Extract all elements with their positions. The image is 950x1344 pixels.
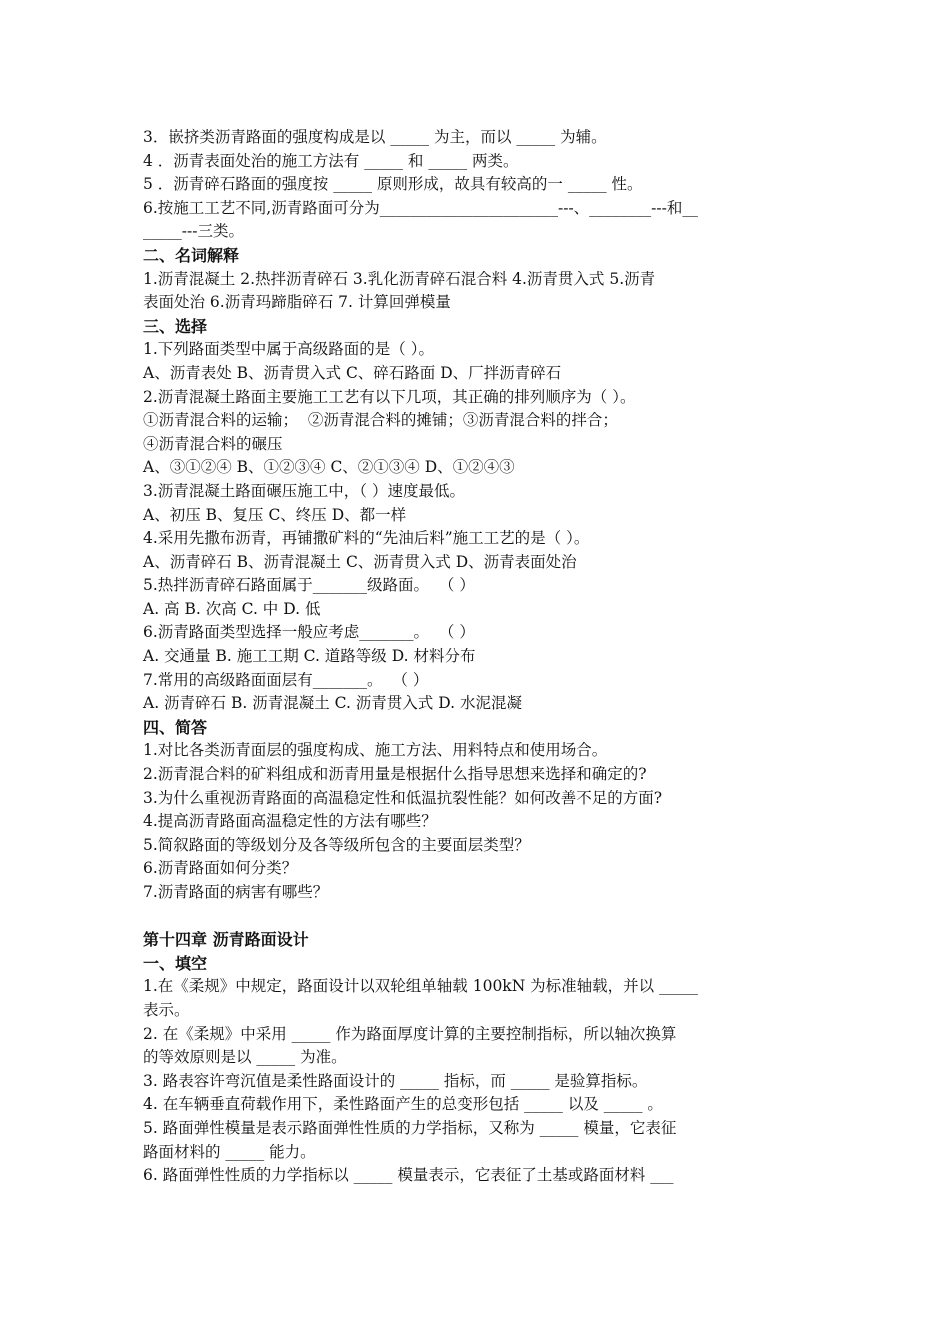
question-line: 1.对比各类沥青面层的强度构成、施工方法、用料特点和使用场合。: [143, 741, 608, 760]
blank-gap: [143, 905, 815, 929]
question-line: 3．嵌挤类沥青路面的强度构成是以 _____ 为主，而以 _____ 为辅。: [143, 128, 607, 146]
question-line: ④沥青混合料的碾压: [143, 434, 283, 453]
question-line: 4 ．沥青表面处治的施工方法有 _____ 和 _____ 两类。: [143, 151, 519, 170]
question-line: _____---三类。: [143, 222, 244, 241]
question-line: 路面材料的 _____ 能力。: [143, 1142, 316, 1161]
question-line: A、初压 B、复压 C、终压 D、都一样: [143, 505, 407, 524]
section-short-answer: [143, 716, 815, 905]
question-line: 4. 在车辆垂直荷载作用下，柔性路面产生的总变形包括 _____ 以及 _____ 。: [143, 1095, 663, 1114]
question-line: A. 高 B. 次高 C. 中 D. 低: [143, 599, 321, 618]
section-terms: [143, 244, 815, 315]
question-line: 2.沥青混合料的矿料组成和沥青用量是根据什么指导思想来选择和确定的?: [143, 765, 647, 784]
question-line: 5 ．沥青碎石路面的强度按 _____ 原则形成，故具有较高的一 _____ 性。: [143, 175, 643, 194]
section-heading: 三、选择: [143, 316, 208, 336]
question-line: A、沥青碎石 B、沥青混凝土 C、沥青贯入式 D、沥青表面处治: [143, 552, 577, 571]
question-line: 4.提高沥青路面高温稳定性的方法有哪些？: [143, 812, 437, 831]
section-choice: [143, 315, 815, 716]
section-heading: 四、简答: [143, 717, 208, 737]
question-line: 6. 路面弹性性质的力学指标以 _____ 模量表示，它表征了土基或路面材料 ___: [143, 1166, 674, 1185]
question-line: 3.为什么重视沥青路面的高温稳定性和低温抗裂性能？如何改善不足的方面?: [143, 788, 663, 807]
question-line: 表面处治 6.沥青玛蹄脂碎石 7. 计算回弹模量: [143, 293, 451, 312]
question-line: 6.沥青路面如何分类？: [143, 859, 298, 878]
question-line: 表示。: [143, 1000, 190, 1019]
question-line: 1.下列路面类型中属于高级路面的是（ ）。: [143, 340, 434, 359]
question-line: 6.按施工工艺不同,沥青路面可分为_______________________---、________---和__: [143, 198, 698, 217]
question-line: 5.热拌沥青碎石路面属于_______级路面。 （ ）: [143, 576, 475, 595]
question-line: 3. 路表容许弯沉值是柔性路面设计的 _____ 指标，而 _____ 是验算指标。: [143, 1071, 648, 1090]
question-line: A. 沥青碎石 B. 沥青混凝土 C. 沥青贯入式 D. 水泥混凝: [143, 694, 522, 713]
question-line: 1.沥青混凝土 2.热拌沥青碎石 3.乳化沥青碎石混合料 4.沥青贯入式 5.沥青: [143, 269, 656, 288]
chapter-title: 第十四章 沥青路面设计: [143, 930, 309, 950]
question-line: ①沥青混合料的运输； ②沥青混合料的摊铺；③沥青混合料的拌合；: [143, 411, 618, 430]
document-page: [143, 126, 815, 1188]
question-line: 3.沥青混凝土路面碾压施工中，（ ）速度最低。: [143, 481, 465, 500]
question-line: 7.常用的高级路面面层有_______。 （ ）: [143, 670, 429, 689]
question-line: 2.沥青混凝土路面主要施工工艺有以下几项，其正确的排列顺序为（ ）。: [143, 387, 636, 406]
question-line: 5. 路面弹性模量是表示路面弹性性质的力学指标，又称为 _____ 模量，它表征: [143, 1118, 677, 1137]
section-heading: 一、填空: [143, 953, 208, 973]
question-line: A、沥青表处 B、沥青贯入式 C、碎石路面 D、厂拌沥青碎石: [143, 363, 562, 382]
question-line: 7.沥青路面的病害有哪些？: [143, 883, 329, 901]
question-line: 6.沥青路面类型选择一般应考虑_______。 （ ）: [143, 623, 475, 642]
question-line: 1.在《柔规》中规定，路面设计以双轮组单轴载 100kN 为标准轴载，并以 _____: [143, 977, 698, 996]
question-line: 4.采用先撒布沥青，再铺撒矿料的“先油后料”施工工艺的是（ ）。: [143, 529, 590, 548]
question-line: 2. 在《柔规》中采用 _____ 作为路面厚度计算的主要控制指标，所以轴次换算: [143, 1024, 677, 1043]
question-line: A、③①②④ B、①②③④ C、②①③④ D、①②④③: [143, 458, 515, 477]
question-line: A. 交通量 B. 施工工期 C. 道路等级 D. 材料分布: [143, 647, 476, 666]
question-line: 的等效原则是以 _____ 为准。: [143, 1048, 347, 1067]
chapter-14: [143, 928, 815, 1188]
question-line: 5.简叙路面的等级划分及各等级所包含的主要面层类型？: [143, 835, 530, 854]
section-heading: 二、名词解释: [143, 245, 240, 265]
fill-blanks-continued: [143, 126, 815, 244]
